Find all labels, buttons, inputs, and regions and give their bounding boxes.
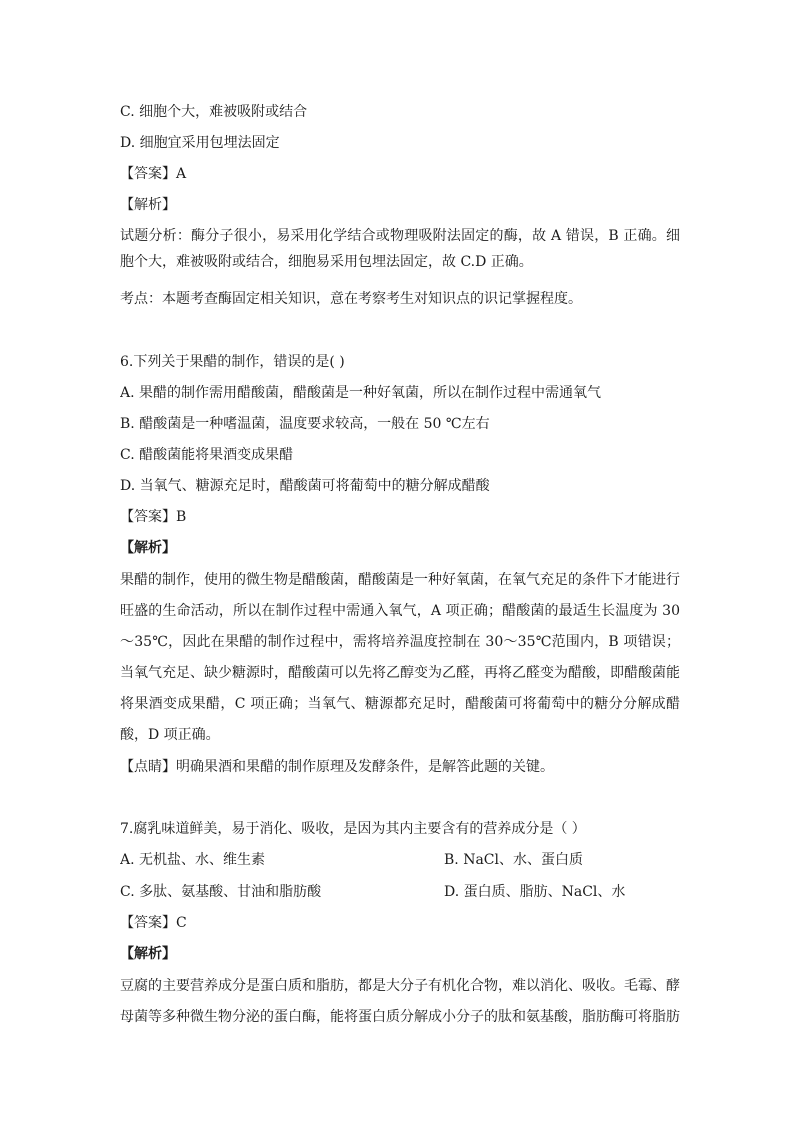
q6-stem: 6.下列关于果醋的制作，错误的是( ) xyxy=(120,354,345,370)
q5-option-d: D. 细胞宜采用包埋法固定 xyxy=(120,135,280,151)
q7-option-c: C. 多肽、氨基酸、甘油和脂肪酸 xyxy=(120,884,322,900)
q6-option-b: B. 醋酸菌是一种嗜温菌，温度要求较高，一般在 50 ℃左右 xyxy=(120,416,490,432)
q6-option-a: A. 果醋的制作需用醋酸菌，醋酸菌是一种好氧菌，所以在制作过程中需通氧气 xyxy=(120,385,602,401)
q5-option-c: C. 细胞个大，难被吸附或结合 xyxy=(120,104,308,120)
q6-option-d: D. 当氧气、糖源充足时，醋酸菌可将葡萄中的糖分解成醋酸 xyxy=(120,478,490,494)
q7-option-a: A. 无机盐、水、维生素 xyxy=(120,852,266,868)
q6-tip: 【点睛】明确果酒和果醋的制作原理及发酵条件，是解答此题的关键。 xyxy=(120,759,554,775)
q7-analysis-text: 豆腐的主要营养成分是蛋白质和脂肪，都是大分子有机化合物，难以消化、吸收。毛霉、酵母菌等多种微生物分泌的蛋白酶，能将蛋白质分解成小分子的肽和氨基酸，脂肪酶可将脂肪 xyxy=(120,978,680,1025)
q7-answer: 【答案】C xyxy=(120,915,187,931)
q7-option-b: B. NaCl、水、蛋白质 xyxy=(444,852,583,868)
q7-stem: 7.腐乳味道鲜美，易于消化、吸收，是因为其内主要含有的营养成分是（ ） xyxy=(120,821,586,837)
q5-exam-point: 考点：本题考查酶固定相关知识，意在考察考生对知识点的识记掌握程度。 xyxy=(120,291,582,307)
q6-option-c: C. 醋酸菌能将果酒变成果醋 xyxy=(120,447,294,463)
q5-analysis-label: 【解析】 xyxy=(120,197,176,213)
q6-analysis-label: 【解析】 xyxy=(120,540,176,556)
q5-answer: 【答案】A xyxy=(120,166,187,182)
q7-option-d: D. 蛋白质、脂肪、NaCl、水 xyxy=(444,884,626,900)
q6-analysis-text: 果醋的制作，使用的微生物是醋酸菌，醋酸菌是一种好氧菌，在氧气充足的条件下才能进行旺盛的生命活动，所以在制作过程中需通入氧气，A 项正确；醋酸菌的最适生长温度为 30～35℃，因此在果醋的制作过程中，需将培养温度控制在 30～35℃范围内，B 项错误；当氧气充足、缺少糖源时，醋酸菌可以先将乙醇变为乙醛，再将乙醛变为醋酸，即醋酸菌能将果酒变成果醋，C 项正确；当氧气、糖源都充足时，醋酸菌可将葡萄中的糖分分解成醋酸，D 项正确。 xyxy=(120,572,680,743)
q7-analysis-label: 【解析】 xyxy=(120,946,176,962)
q5-analysis-text: 试题分析：酶分子很小，易采用化学结合或物理吸附法固定的酶，故 A 错误，B 正确。细胞个大，难被吸附或结合，细胞易采用包埋法固定，故 C.D 正确。 xyxy=(120,228,680,270)
q6-answer: 【答案】B xyxy=(120,509,187,525)
